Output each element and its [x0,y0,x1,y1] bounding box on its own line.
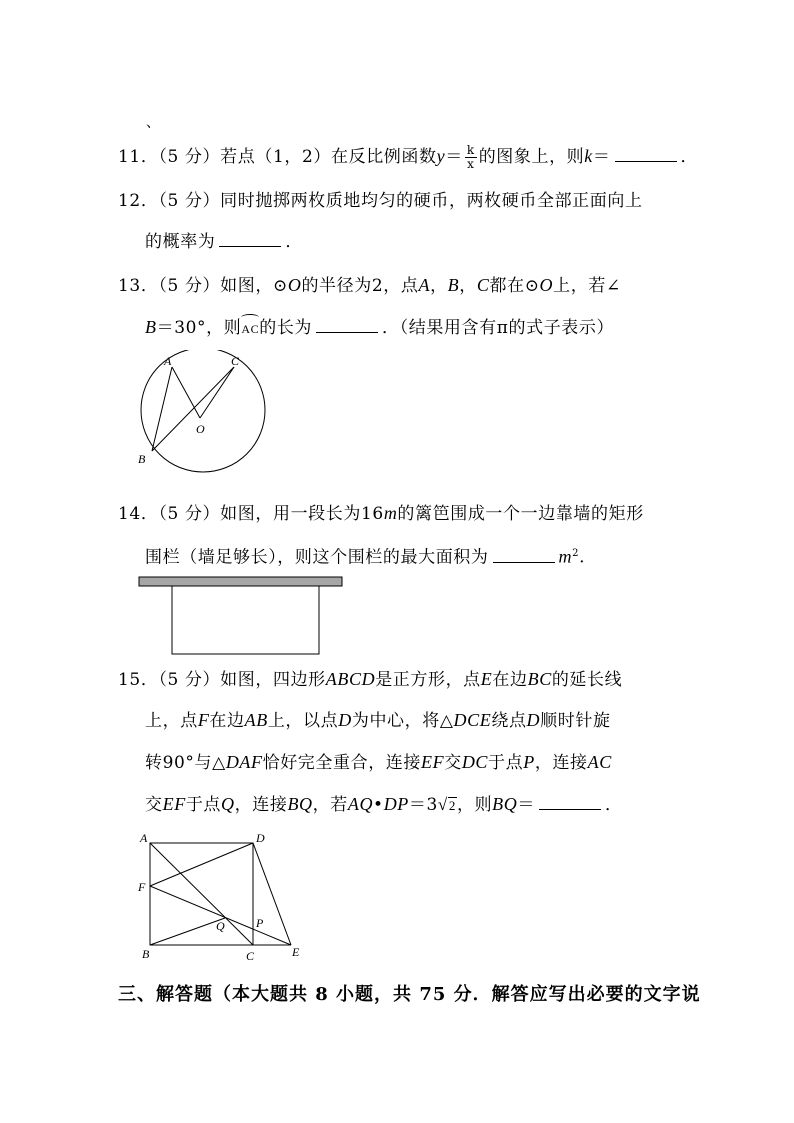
q15-text: 于点 [488,753,524,773]
var-B: B [145,317,157,337]
segment-BQ [150,918,225,945]
q15-text: 于点 [185,795,222,815]
q11-eq: ＝ [445,147,463,167]
q12-score: （5 分） [158,191,221,211]
label-O: O [196,422,205,436]
q15-text: ，连接 [534,753,588,773]
segment-CO [200,367,234,418]
label-Q: Q [216,919,225,933]
q15-text: 顺时针旋 [540,711,611,731]
question-12 [118,190,643,212]
q12-end: ． [285,232,304,252]
var-P: P [523,752,535,772]
comma: ， [459,276,477,296]
q13-score: （5 分） [158,276,221,296]
q15-text: 如图，四边形 [220,670,326,690]
var-BQ: BQ [287,794,313,814]
label-A: A [140,831,148,845]
var-D: D [338,710,352,730]
q15-text: ＝ [517,795,535,815]
q14-text-3: 围栏（墙足够长），则这个围栏的最大面积为 [145,547,489,568]
q15-text: ，若 [312,795,348,815]
q14-text-2: 的篱笆围成一个一边靠墙的矩形 [397,504,644,524]
var-EF: EF [421,752,445,772]
answer-blank[interactable] [493,548,555,563]
answer-blank[interactable] [316,318,378,333]
q15-text: 上，以点 [267,711,339,731]
q12-text-2: 的概率为 [145,232,216,252]
var-AB: AB [244,710,268,730]
answer-blank[interactable] [615,147,677,162]
label-C: C [246,949,255,962]
stray-mark: 、 [146,115,160,131]
label-D: D [256,831,265,845]
q12-text: 同时抛掷两枚质地均匀的硬币，两枚硬币全部正面向上 [220,191,643,211]
answer-blank[interactable] [539,795,601,810]
q11-text: 若点（1，2）在反比例函数 [220,147,437,167]
question-15 [118,668,622,691]
var-ABCD: ABCD [325,669,376,689]
q15-text: ，连接 [234,795,288,815]
q15-text: 的延长线 [551,670,623,690]
segment-AC [150,843,253,945]
question-15-line4 [145,793,623,817]
q15-text: 交 [444,753,462,773]
var-B: B [447,275,460,295]
q13-text-5: ＝30°，则 [156,318,242,338]
q15-text: 上，点 [145,711,198,731]
comma: ， [430,276,448,296]
var-E: E [480,669,493,689]
q13-text-3: 都在⊙ [489,276,540,296]
var-DP: DP [383,794,409,814]
q11-number: 11． [118,147,159,167]
var-DCE: DCE [453,710,492,730]
q15-text: ，则 [456,795,493,815]
question-11 [118,144,698,171]
exponent: 2 [572,548,580,559]
segment-AO [172,367,200,418]
var-AQ: AQ [347,794,374,814]
q13-text-7: ．（结果用含有π的式子表示） [382,318,615,338]
q15-text: 在边 [492,670,528,690]
q12-number: 12． [118,191,159,211]
var-DC: DC [461,752,489,772]
square-figure [136,830,306,962]
sqrt-2: √2 [437,795,456,814]
q15-end: ． [604,795,623,815]
q14-score: （5 分） [158,504,221,524]
var-F: F [197,710,210,730]
frac-numerator: k [466,143,475,157]
sqrt-arg: 2 [448,798,456,813]
var-O: O [539,275,554,295]
fence-rectangle [172,586,319,654]
q11-end: ． [680,147,699,167]
arc-AC: AC [241,318,259,340]
var-k: k [584,146,593,166]
answer-blank[interactable] [219,232,281,247]
question-13-cont [145,316,614,340]
q15-text: 恰好完全重合，连接 [262,753,422,773]
circle-figure [130,350,280,475]
var-DAF: DAF [225,752,263,772]
label-B: B [142,947,150,961]
q13-text-2: 的半径为2，点 [301,276,419,296]
question-14 [118,502,644,525]
q15-text: ＝3 [408,795,438,815]
q15-number: 15． [118,670,159,690]
var-EF: EF [162,794,186,814]
q15-text: 交 [145,795,163,815]
q15-text: 绕点 [491,711,527,731]
q14-number: 14． [118,504,159,524]
var-BQ: BQ [492,794,518,814]
wall [139,577,342,586]
q15-text: 是正方形，点 [375,670,481,690]
var-O: O [287,275,302,295]
q13-text: 如图，⊙ [220,276,288,296]
question-12-cont [145,231,303,253]
q15-text: 为中心，将△ [351,711,454,731]
question-14-cont [145,543,585,569]
q15-score: （5 分） [158,670,221,690]
var-AC: AC [587,752,612,772]
var-D: D [526,710,541,730]
label-C: C [231,354,240,368]
label-P: P [256,916,264,930]
var-C: C [476,275,490,295]
question-15-line3 [145,751,612,774]
var-BC: BC [527,669,552,689]
q14-text: 如图，用一段长为16 [220,504,384,524]
label-F: F [138,880,146,894]
fence-figure [138,576,344,658]
q11-score: （5 分） [158,147,221,167]
segment-AB [152,367,172,451]
q13-number: 13． [118,276,159,296]
var-m: m [558,546,573,567]
label-A: A [164,354,172,368]
q15-text: 转90°与△ [145,753,226,773]
var-y: y [436,146,446,166]
q13-text-4: 上，若∠ [553,276,621,296]
frac-denominator: x [467,157,475,171]
question-15-line2 [145,709,611,732]
q11-eq2: ＝ [592,147,611,167]
q11-text-2: 的图象上，则 [478,147,585,167]
segment-CB [152,367,234,451]
q14-end: . [579,547,586,568]
var-Q: Q [221,794,235,814]
segment-FD [150,843,253,886]
q13-text-6: 的长为 [259,318,313,338]
question-13 [118,274,621,297]
circle-O [141,350,265,472]
fraction-k-over-x [465,144,477,171]
q15-text: 在边 [209,711,245,731]
segment-FE [150,886,291,945]
var-m: m [383,503,398,523]
section-heading: 三、解答题（本大题共 8 小题，共 75 分．解答应写出必要的文字说 [118,984,701,1005]
label-B: B [138,452,146,466]
var-A: A [418,275,431,295]
label-E: E [292,945,300,959]
product-dot: • [373,795,384,815]
